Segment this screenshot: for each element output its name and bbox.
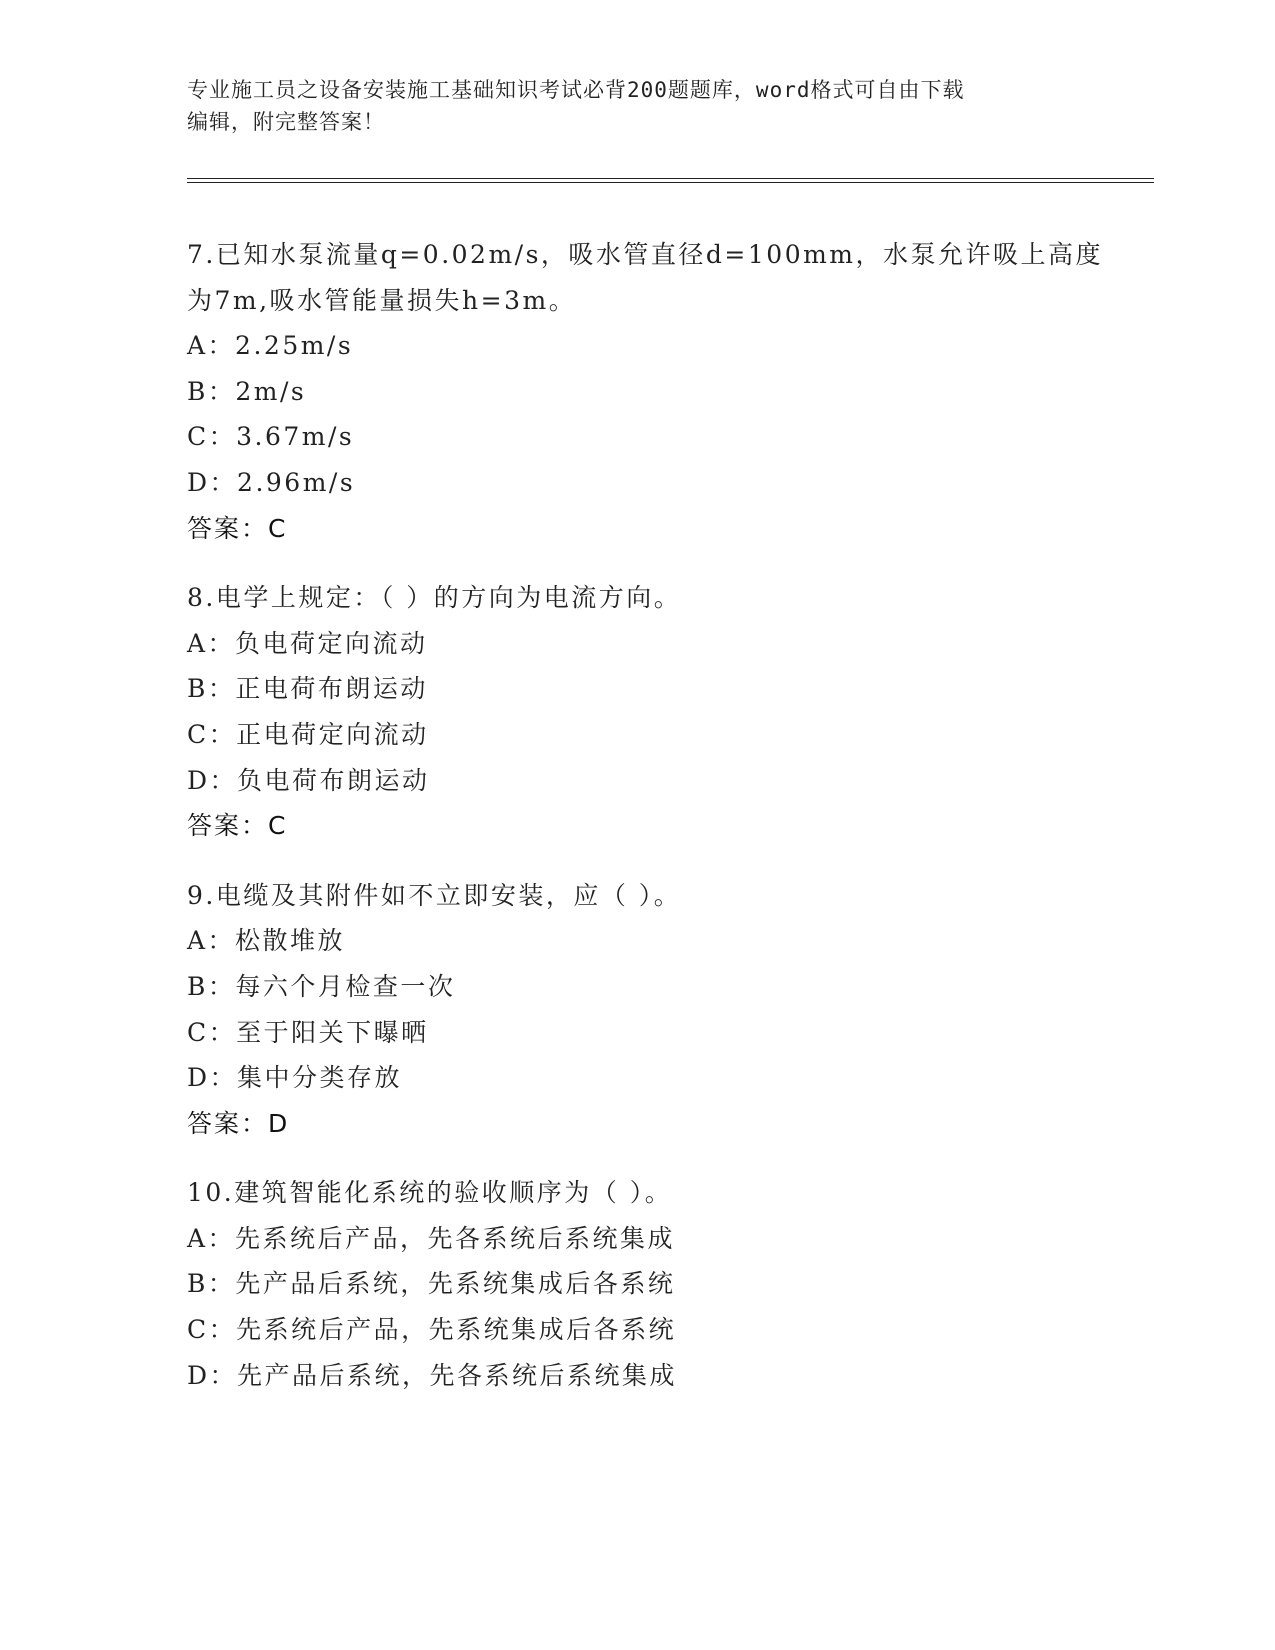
option-c: C：先系统后产品，先系统集成后各系统 [187,1315,677,1345]
question-9 [187,873,1087,1147]
option-d: D：2.96m/s [187,467,356,497]
option-d: D：集中分类存放 [187,1063,403,1093]
option-b: B：正电荷布朗运动 [187,674,428,704]
question-10 [187,1170,1087,1398]
option-c: C：3.67m/s [187,422,355,452]
question-stem-line: 9.电缆及其附件如不立即安装，应（ ）。 [187,880,682,910]
option-b: B：先产品后系统，先系统集成后各系统 [187,1269,676,1299]
question-stem-line: 10.建筑智能化系统的验收顺序为（ ）。 [187,1178,673,1208]
option-d: D：先产品后系统，先各系统后系统集成 [187,1360,678,1390]
question-stem-line: 8.电学上规定：（ ）的方向为电流方向。 [187,583,682,613]
header-title-line-1: 专业施工员之设备安装施工基础知识考试必背200题题库，word格式可自由下载 [187,78,965,102]
option-b: B：2m/s [187,376,307,406]
question-stem-line: 7.已知水泵流量q=0.02m/s，吸水管直径d=100mm，水泵允许吸上高度 [187,240,1104,269]
option-c: C：正电荷定向流动 [187,719,429,749]
option-c: C：至于阳关下曝晒 [187,1017,429,1047]
option-b: B：每六个月检查一次 [187,971,456,1001]
header-title-line-2: 编辑，附完整答案！ [187,110,385,134]
question-7 [187,232,1104,551]
question-8 [187,575,1087,849]
option-a: A：2.25m/s [187,331,354,361]
answer-label: 答案：C [187,811,288,841]
option-a: A：先系统后产品，先各系统后系统集成 [187,1223,676,1253]
option-a: A：负电荷定向流动 [187,628,428,658]
option-a: A：松散堆放 [187,926,346,956]
answer-label: 答案：C [187,513,288,543]
document-header [187,74,1087,138]
option-d: D：负电荷布朗运动 [187,765,430,795]
answer-label: 答案：D [187,1108,290,1138]
header-double-rule [187,178,1154,183]
question-stem-line: 为7m,吸水管能量损失h=3m。 [187,285,577,315]
question-list [187,232,1104,1422]
